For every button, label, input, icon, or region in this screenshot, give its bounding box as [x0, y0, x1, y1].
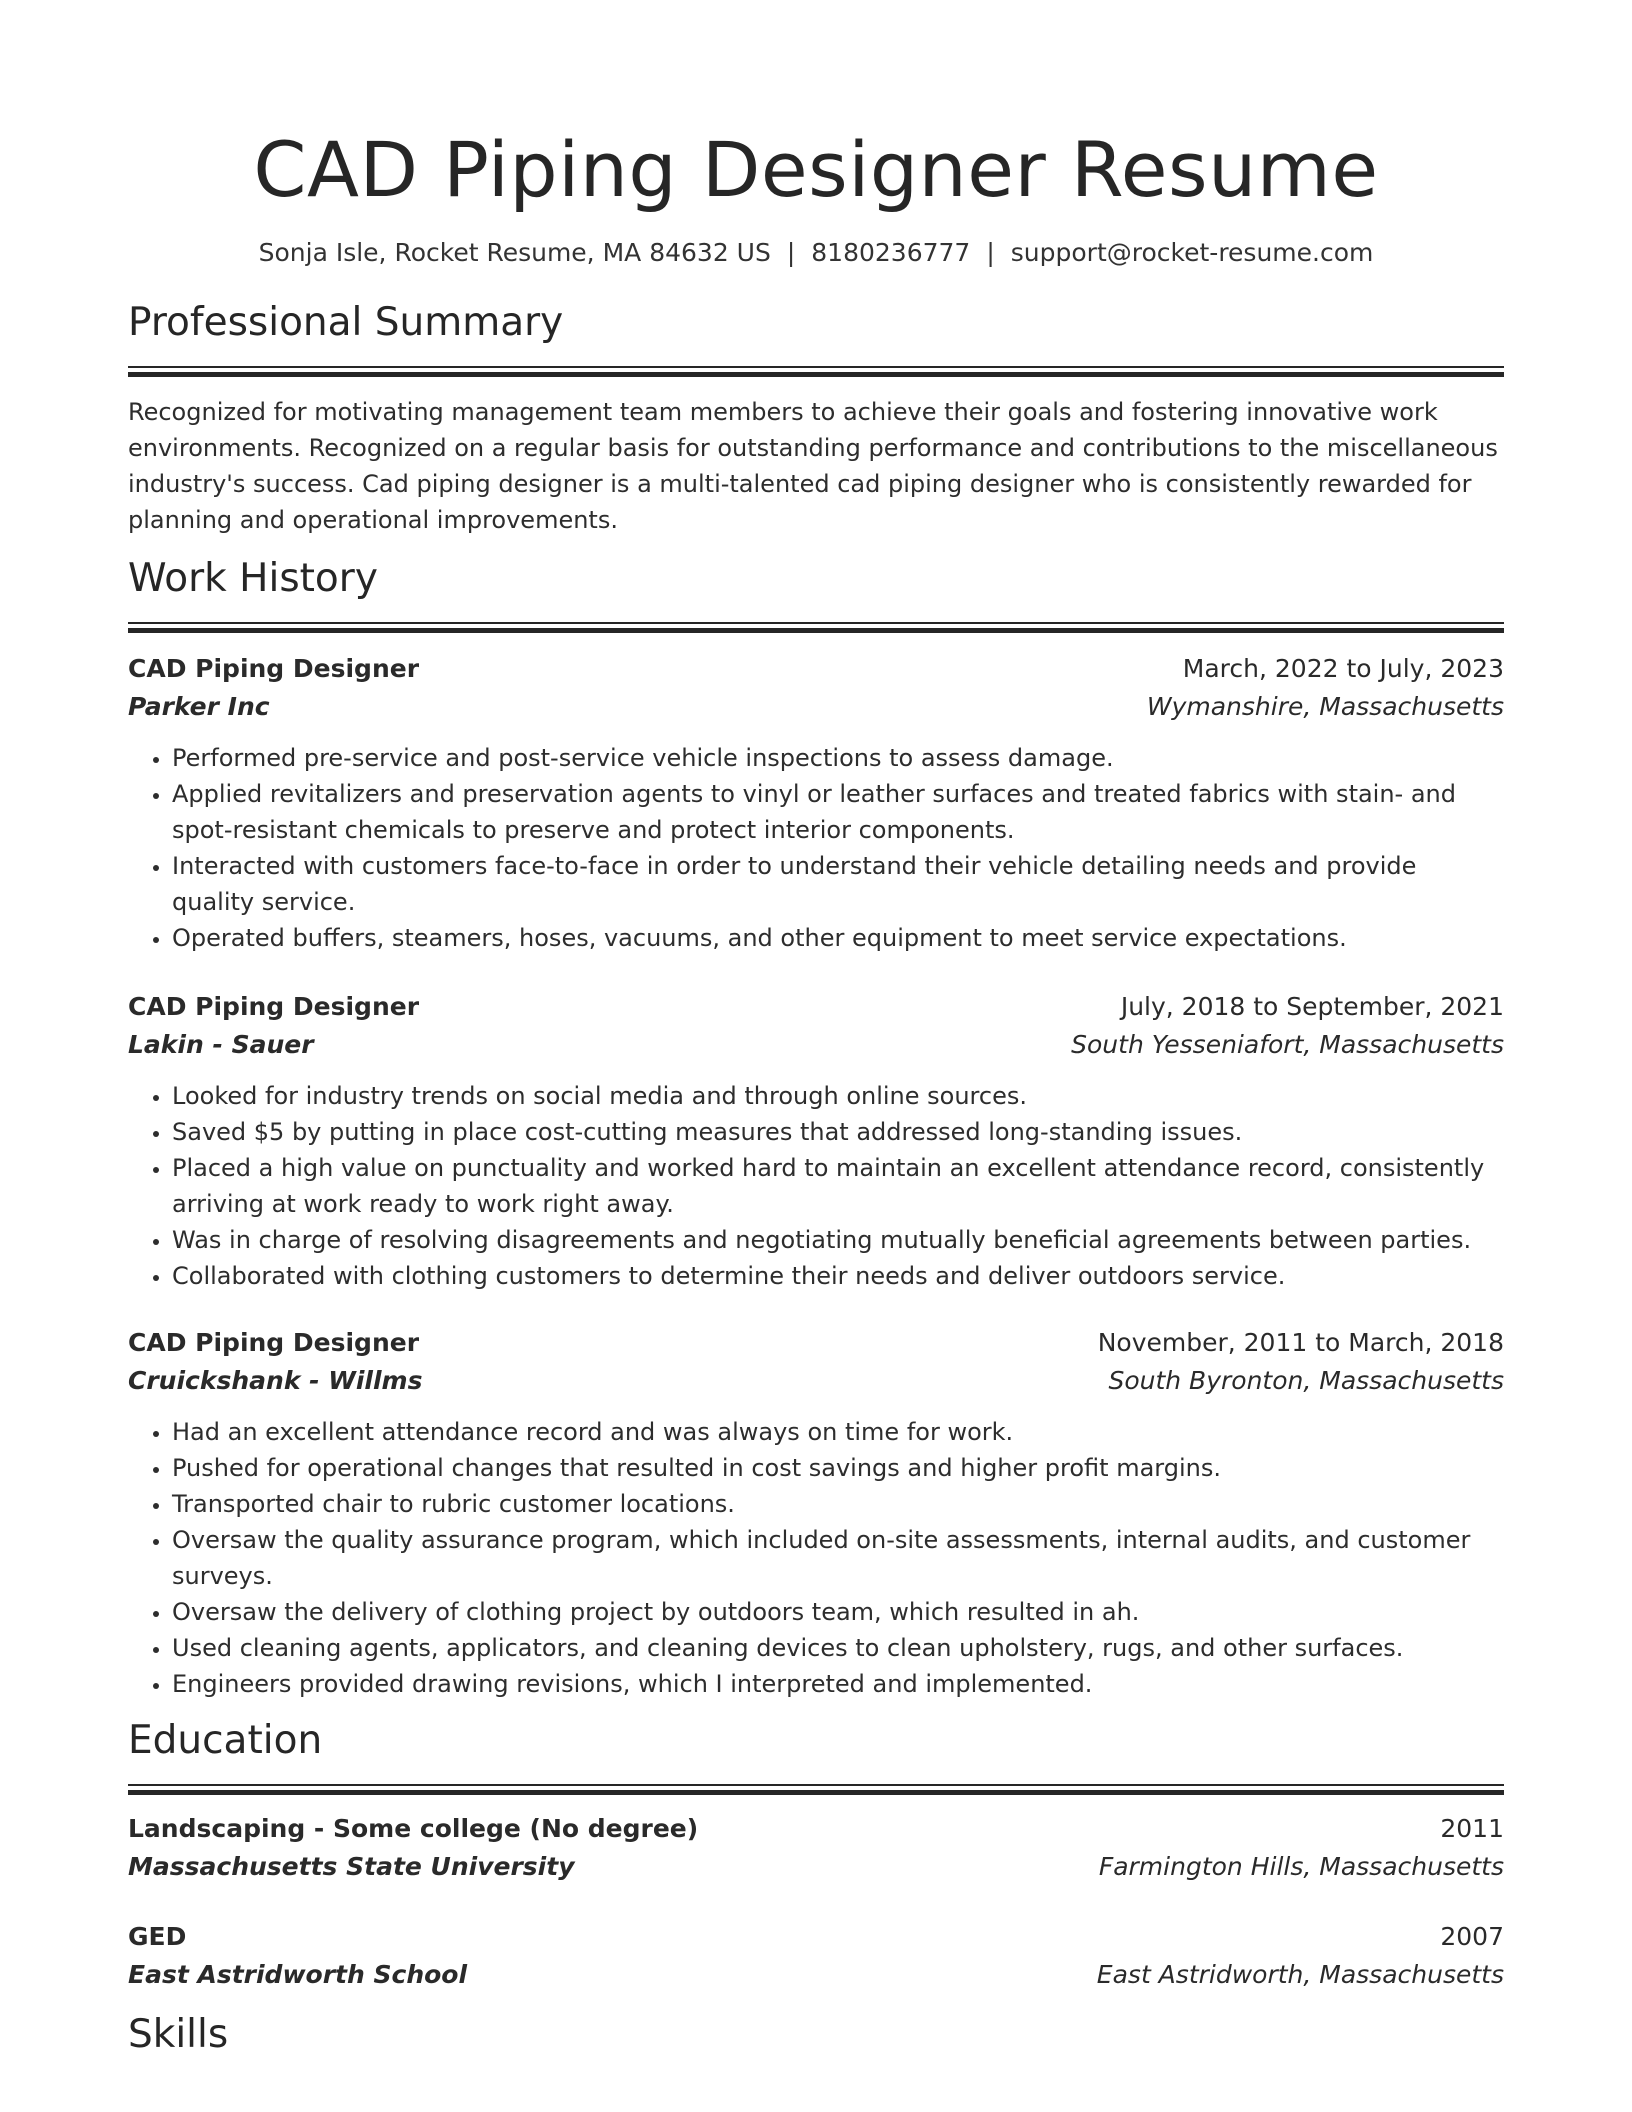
education-header — [128, 1918, 1504, 1956]
job-subheader — [128, 1362, 1504, 1400]
summary-text: Recognized for motivating management team members to achieve their goals and fostering innovative work environments. Recognized on a regular basis for outstanding performance and contributions to the miscellaneous industry's success. Cad piping designer is a multi-talented cad piping designer who is consistently rewarded for planning and operational improvements. — [128, 398, 1498, 534]
job-company: Lakin - Sauer — [128, 1030, 314, 1059]
education-subheader — [128, 1956, 1504, 1994]
list-item: • Oversaw the delivery of clothing project by outdoors team, which resulted in ah. — [172, 1594, 1504, 1630]
job-header — [128, 1324, 1504, 1362]
work-history-section — [128, 554, 1504, 1702]
education-school: East Astridworth School — [128, 1960, 468, 1989]
section-divider — [128, 1784, 1504, 1794]
list-item: • Engineers provided drawing revisions, which I interpreted and implemented. — [172, 1666, 1504, 1702]
education-school: Massachusetts State University — [128, 1852, 575, 1881]
list-item: • Saved $5 by putting in place cost-cutting measures that addressed long-standing issues. — [172, 1114, 1504, 1150]
list-item: • Oversaw the quality assurance program, which included on-site assessments, internal audits, and customer surveys. — [172, 1522, 1504, 1594]
job-dates: November, 2011 to March, 2018 — [1097, 1328, 1504, 1357]
list-item: • Applied revitalizers and preservation agents to vinyl or leather surfaces and treated fabrics with stain- and spot-resistant chemicals to preserve and protect interior components. — [172, 776, 1504, 848]
education-section — [128, 1716, 1504, 1994]
job-header — [128, 988, 1504, 1026]
job-entry — [128, 650, 1504, 956]
list-item: • Interacted with customers face-to-face in order to understand their vehicle detailing needs and provide quality service. — [172, 848, 1504, 920]
list-item: • Was in charge of resolving disagreements and negotiating mutually beneficial agreements between parties. — [172, 1222, 1504, 1258]
contact-email: support@rocket-resume.com — [1010, 238, 1374, 267]
education-location: East Astridworth, Massachusetts — [1096, 1960, 1504, 1989]
education-header — [128, 1810, 1504, 1848]
contact-phone: 8180236777 — [811, 238, 971, 267]
job-dates: March, 2022 to July, 2023 — [1182, 654, 1504, 683]
job-bullets — [128, 740, 1504, 956]
list-item: • Placed a high value on punctuality and worked hard to maintain an excellent attendance record, consistently arriving at work ready to work right away. — [172, 1150, 1504, 1222]
section-heading: Work History — [128, 556, 378, 601]
job-bullets — [128, 1078, 1504, 1294]
job-entry — [128, 988, 1504, 1294]
job-bullets — [128, 1414, 1504, 1702]
education-degree: Landscaping - Some college (No degree) — [128, 1814, 699, 1843]
page-title: CAD Piping Designer Resume — [253, 125, 1379, 214]
contact-separator: | — [786, 238, 796, 267]
contact-separator: | — [986, 238, 995, 267]
list-item: • Transported chair to rubric customer locations. — [172, 1486, 1504, 1522]
section-heading: Education — [128, 1718, 323, 1763]
contact-address: Sonja Isle, Rocket Resume, MA 84632 US — [258, 238, 771, 267]
job-entry — [128, 1324, 1504, 1702]
list-item: • Pushed for operational changes that resulted in cost savings and higher profit margins. — [172, 1450, 1504, 1486]
list-item: • Collaborated with clothing customers to determine their needs and deliver outdoors service. — [172, 1258, 1504, 1294]
education-year: 2007 — [1440, 1922, 1504, 1951]
job-company: Parker Inc — [128, 692, 270, 721]
section-divider — [128, 366, 1504, 376]
section-heading: Skills — [128, 2012, 229, 2057]
education-location: Farmington Hills, Massachusetts — [1098, 1852, 1504, 1881]
job-dates: July, 2018 to September, 2021 — [1120, 992, 1504, 1021]
job-location: South Yesseniafort, Massachusetts — [1071, 1030, 1504, 1059]
section-divider — [128, 622, 1504, 632]
list-item: • Looked for industry trends on social media and through online sources. — [172, 1078, 1504, 1114]
job-title: CAD Piping Designer — [128, 992, 420, 1021]
list-item: • Used cleaning agents, applicators, and cleaning devices to clean upholstery, rugs, and other surfaces. — [172, 1630, 1504, 1666]
list-item: • Had an excellent attendance record and was always on time for work. — [172, 1414, 1504, 1450]
summary-section — [128, 298, 1504, 538]
job-title: CAD Piping Designer — [128, 1328, 420, 1357]
education-entry — [128, 1810, 1504, 1886]
job-header — [128, 650, 1504, 688]
job-subheader — [128, 688, 1504, 726]
list-item: • Operated buffers, steamers, hoses, vacuums, and other equipment to meet service expectations. — [172, 920, 1504, 956]
job-location: Wymanshire, Massachusetts — [1146, 692, 1504, 721]
contact-line — [128, 236, 1504, 270]
job-company: Cruickshank - Willms — [128, 1366, 423, 1395]
job-location: South Byronton, Massachusetts — [1108, 1366, 1504, 1395]
education-subheader — [128, 1848, 1504, 1886]
education-degree: GED — [128, 1922, 187, 1951]
list-item: • Performed pre-service and post-service vehicle inspections to assess damage. — [172, 740, 1504, 776]
skills-section — [128, 2010, 1504, 2060]
job-title: CAD Piping Designer — [128, 654, 420, 683]
education-entry — [128, 1918, 1504, 1994]
section-heading: Professional Summary — [128, 300, 564, 345]
education-year: 2011 — [1440, 1814, 1504, 1843]
job-subheader — [128, 1026, 1504, 1064]
